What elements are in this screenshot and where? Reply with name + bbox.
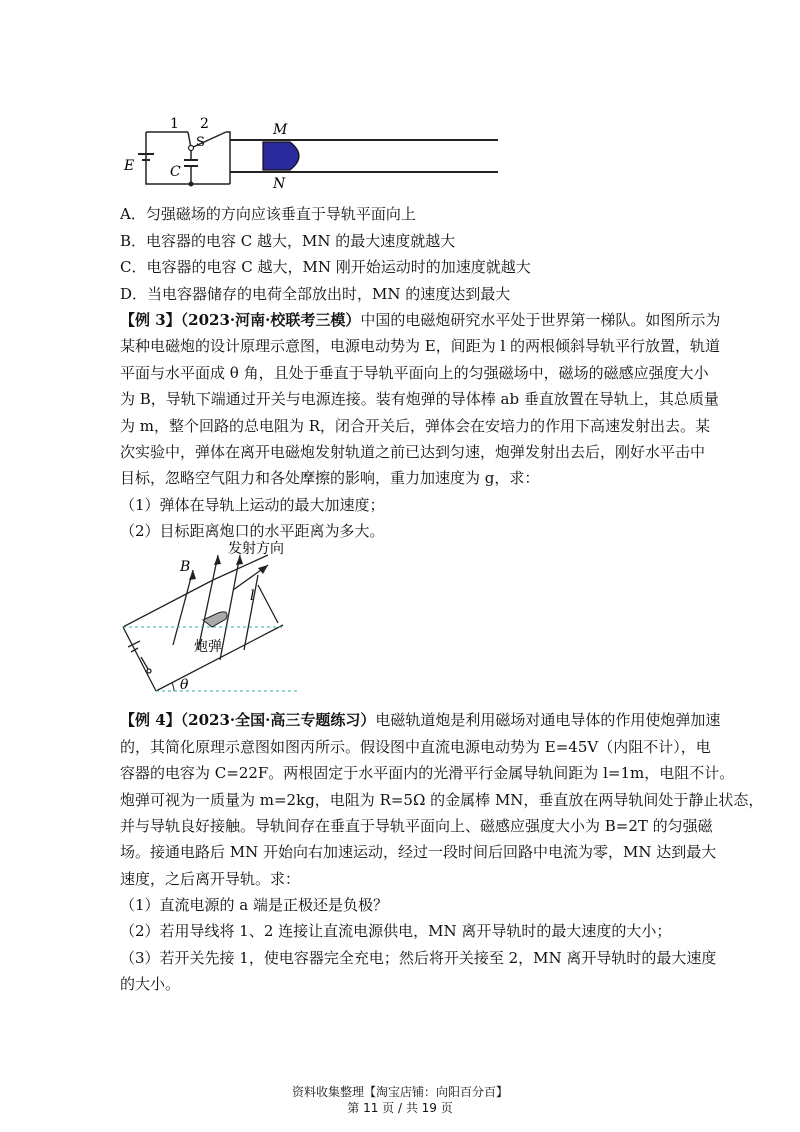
example-4-question-3: （3）若开关先接 1，使电容器完全充电；然后将开关接至 2，MN 离开导轨时的最大速度	[120, 949, 717, 967]
example-4-line-1: 【例 4】（2023·全国·高三专题练习）电磁轨道炮是利用磁场对通电导体的作用使炮弹加速	[120, 711, 721, 729]
label-l: l	[250, 588, 255, 604]
example-4-line-3: 容器的电容为 C=22F。两根固定于水平面内的光滑平行金属导轨间距为 l=1m，电阻不计。	[120, 764, 735, 782]
option-c: C．电容器的电容 C 越大，MN 刚开始运动时的加速度就越大	[120, 258, 531, 276]
option-b: B．电容器的电容 C 越大，MN 的最大速度就越大	[120, 232, 456, 250]
example-3-line-5: 为 m，整个回路的总电阻为 R，闭合开关后，弹体会在安培力的作用下高速发射出去。某	[120, 417, 711, 435]
label-shell: 炮弹	[194, 639, 222, 655]
label-b: B	[180, 559, 191, 575]
circuit-figure	[118, 110, 508, 192]
example-3-tag: 【例 3】（2023·河南·校联考三模）	[120, 311, 361, 329]
example-3-question-2: （2）目标距离炮口的水平距离为多大。	[120, 522, 385, 540]
example-4-question-3-cont: 的大小。	[120, 975, 181, 993]
label-n: N	[273, 176, 286, 192]
example-3-line-1: 【例 3】（2023·河南·校联考三模）中国的电磁炮研究水平处于世界第一梯队。如图所示为	[120, 311, 721, 329]
example-3-line-7: 目标，忽略空气阻力和各处摩擦的影响，重力加速度为 g，求：	[120, 469, 540, 487]
label-1: 1	[170, 116, 179, 132]
label-c: C	[170, 164, 181, 180]
page-number: 第 11 页 / 共 19 页	[347, 1101, 453, 1115]
example-4-tag: 【例 4】（2023·全国·高三专题练习）	[120, 711, 376, 729]
example-3-line-3: 平面与水平面成 θ 角，且处于垂直于导轨平面向上的匀强磁场中，磁场的磁感应强度大小	[120, 364, 709, 382]
option-d: D．当电容器储存的电荷全部放出时，MN 的速度达到最大	[120, 285, 511, 303]
label-s: S	[196, 135, 205, 150]
example-3-question-1: （1）弹体在导轨上运动的最大加速度；	[120, 496, 385, 514]
example-4-line-7: 速度，之后离开导轨。求：	[120, 870, 301, 888]
label-2: 2	[200, 116, 209, 132]
footer-source: 资料收集整理【淘宝店铺：向阳百分百】	[291, 1085, 508, 1099]
example-4-line-4: 炮弹可视为一质量为 m=2kg，电阻为 R=5Ω 的金属棒 MN，垂直放在两导轨间处于静止状态，	[120, 791, 764, 809]
label-m: M	[273, 122, 288, 138]
railgun-figure	[118, 535, 318, 700]
example-4-question-1: （1）直流电源的 a 端是正极还是负极？	[120, 896, 389, 914]
label-launch-direction: 发射方向	[228, 541, 284, 557]
example-4-line-2: 的，其简化原理示意图如图丙所示。假设图中直流电源电动势为 E=45V（内阻不计），电	[120, 738, 711, 756]
example-4-question-2: （2）若用导线将 1、2 连接让直流电源供电，MN 离开导轨时的最大速度的大小；	[120, 922, 672, 940]
example-4-line-6: 场。接通电路后 MN 开始向右加速运动，经过一段时间后回路中电流为零，MN 达到最大	[120, 843, 717, 861]
example-3-line-2: 某种电磁炮的设计原理示意图，电源电动势为 E，间距为 l 的两根倾斜导轨平行放置，轨道	[120, 337, 721, 355]
example-4-line-5: 并与导轨良好接触。导轨间存在垂直于导轨平面向上、磁感应强度大小为 B=2T 的匀强磁	[120, 817, 713, 835]
example-3-line-4: 为 B，导轨下端通过开关与电源连接。装有炮弹的导体棒 ab 垂直放置在导轨上，其总质量	[120, 390, 719, 408]
example-3-line-6: 次实验中，弹体在离开电磁炮发射轨道之前已达到匀速，炮弹发射出去后，刚好水平击中	[120, 443, 706, 461]
option-a: A．匀强磁场的方向应该垂直于导轨平面向上	[120, 205, 416, 223]
label-e: E	[124, 158, 135, 174]
label-theta: θ	[180, 677, 189, 693]
